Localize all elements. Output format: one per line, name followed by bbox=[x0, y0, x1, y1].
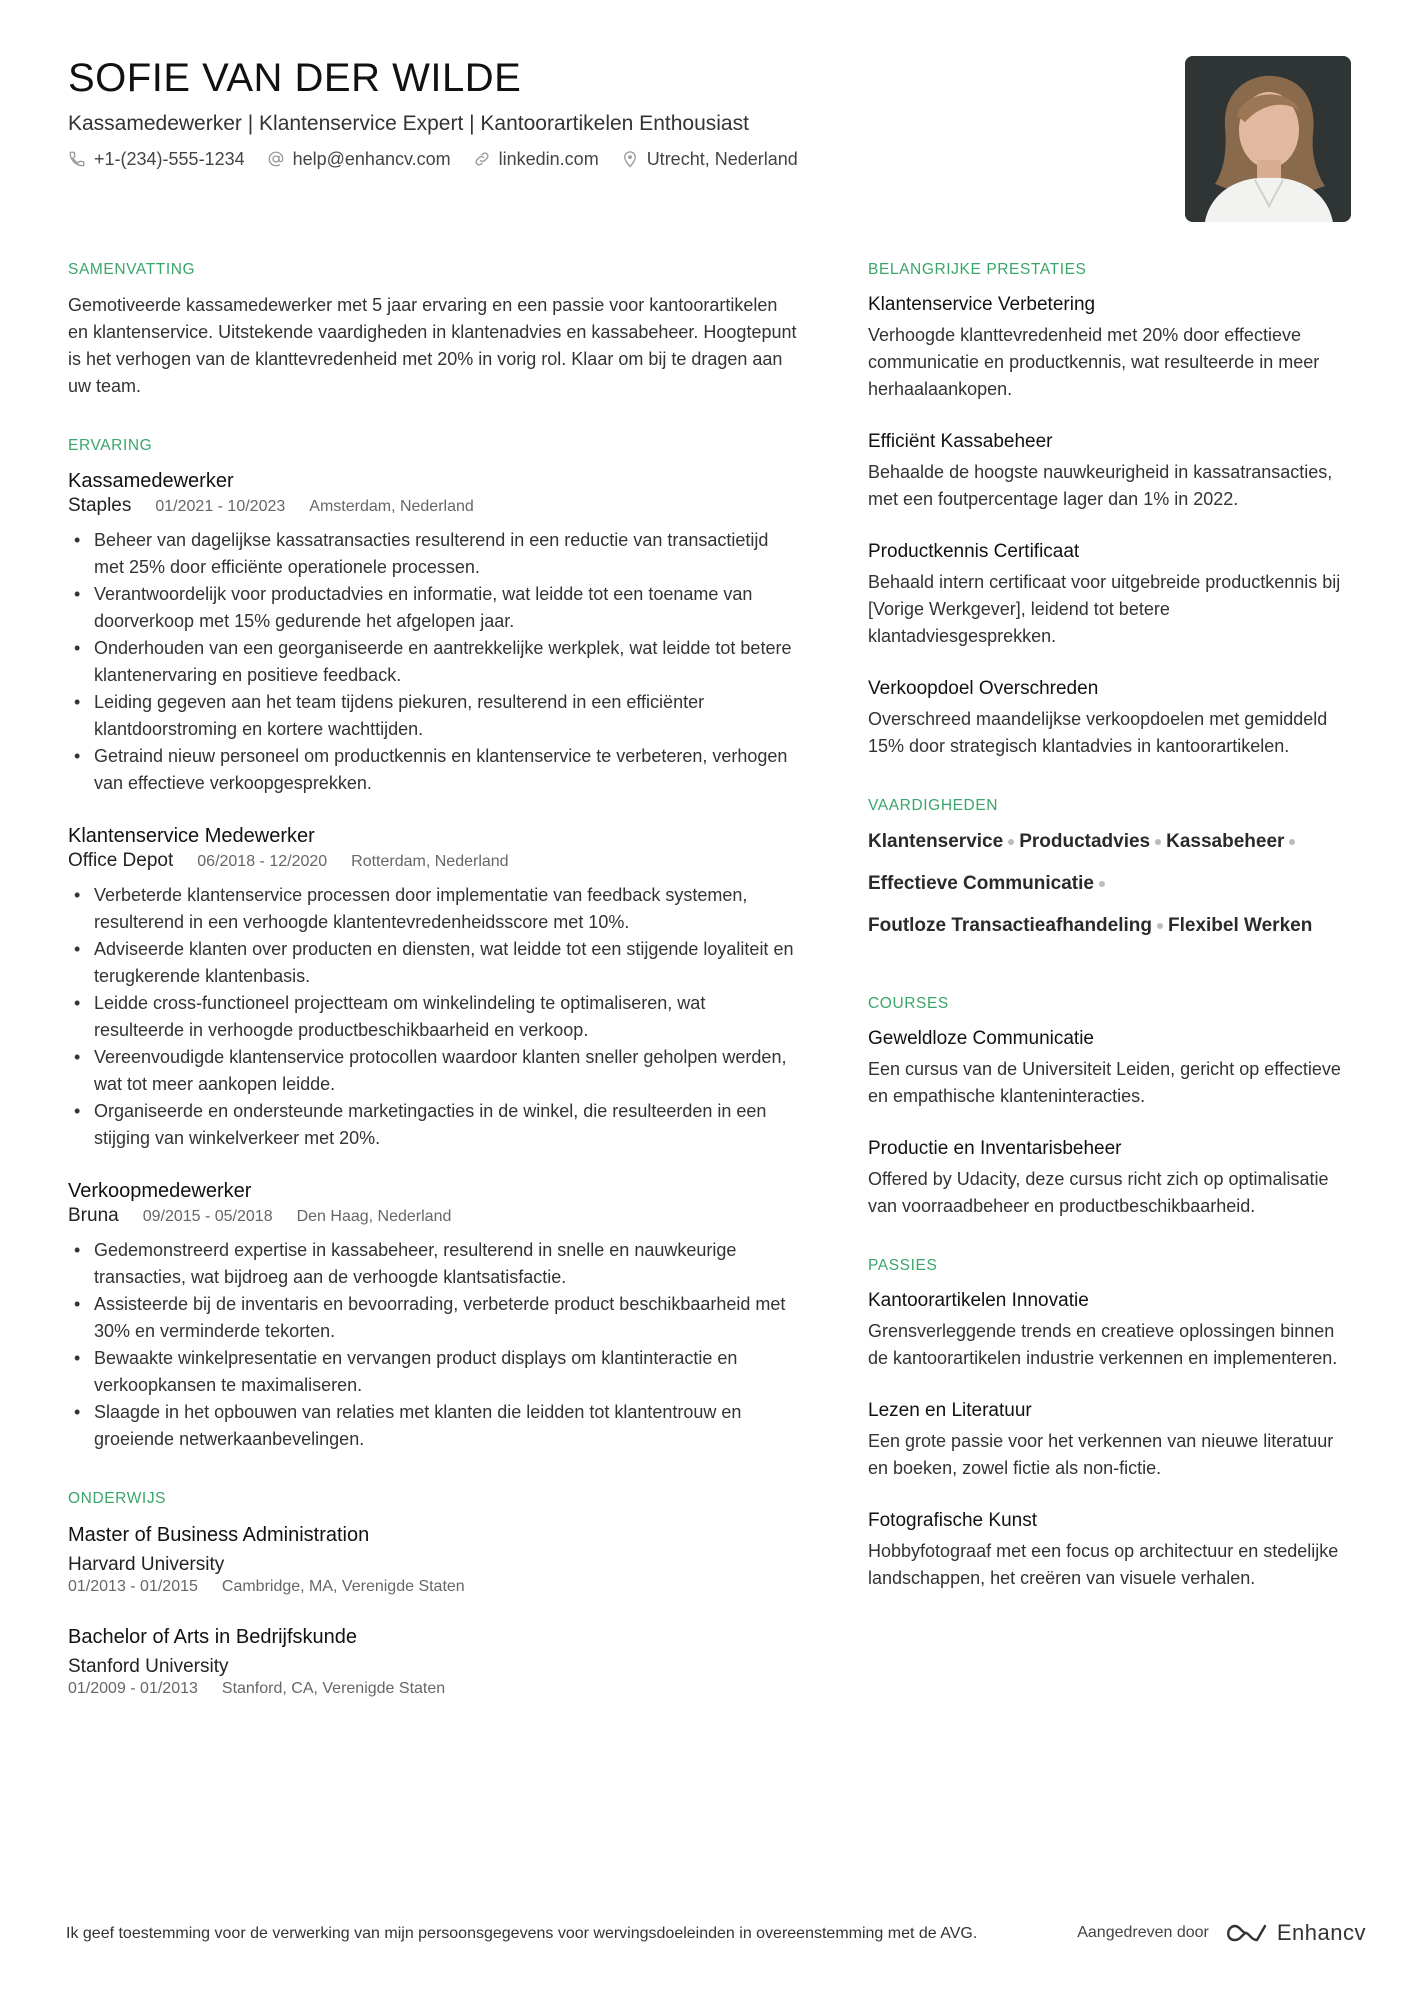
skills-list bbox=[868, 828, 1348, 940]
passion-item bbox=[868, 1398, 1358, 1482]
at-icon bbox=[267, 150, 285, 168]
passion-desc: Een grote passie voor het verkennen van nieuwe literatuur en boeken, zowel fictie als non-fictie. bbox=[868, 1431, 1334, 1478]
section-title: ONDERWIJS bbox=[68, 1490, 167, 1507]
job-meta bbox=[68, 494, 798, 519]
courses-section bbox=[868, 994, 1358, 1220]
job-company: Office Depot bbox=[68, 850, 174, 871]
candidate-name: SOFIE VAN DER WILDE bbox=[68, 56, 522, 100]
link-icon bbox=[473, 150, 491, 168]
summary-text: Gemotiveerde kassamedewerker met 5 jaar ervaring en een passie voor kantoorartikelen en klantenservice. Uitstekende vaardigheden in klantenadvies en kassabeheer. Hoogtepunt is het verhogen van de klanttevredenheid met 20% in vorig rol. Klaar om bij te dragen aan uw team. bbox=[68, 295, 797, 396]
passion-desc: Grensverleggende trends en creatieve oplossingen binnen de kantoorartikelen industrie verkennen en implementeren. bbox=[868, 1321, 1338, 1368]
candidate-tagline: Kassamedewerker | Klantenservice Expert | Kantoorartikelen Enthousiast bbox=[68, 112, 749, 135]
achievement-item bbox=[868, 539, 1358, 650]
edu-degree: Bachelor of Arts in Bedrijfskunde bbox=[68, 1626, 358, 1648]
job-title: Verkoopmedewerker bbox=[68, 1180, 252, 1202]
course-title: Geweldloze Communicatie bbox=[868, 1028, 1094, 1049]
job-company: Bruna bbox=[68, 1205, 119, 1226]
job-bullet: • Assisteerde bij de inventaris en bevoorrading, verbeterde product beschikbaarheid met 30% en verminderde tekorten. bbox=[68, 1291, 798, 1345]
section-title: ERVARING bbox=[68, 437, 153, 454]
section-title: BELANGRIJKE PRESTATIES bbox=[868, 261, 1087, 278]
job-date: 06/2018 - 12/2020 bbox=[197, 853, 328, 870]
skill-label: Productadvies bbox=[1019, 831, 1151, 852]
enhancv-logo-icon bbox=[1223, 1921, 1269, 1945]
email-text[interactable]: help@enhancv.com bbox=[292, 149, 451, 169]
skills-section bbox=[868, 796, 1358, 940]
passion-item bbox=[868, 1288, 1358, 1372]
profile-photo bbox=[1185, 56, 1351, 222]
skill-label: Kassabeheer bbox=[1166, 831, 1285, 852]
job-bullet: • Gedemonstreerd expertise in kassabeheer, resulterend in snelle en nauwkeurige transacties, wat bijdroeg aan de verhoogde klantsatisfactie. bbox=[68, 1237, 798, 1291]
summary-section bbox=[68, 260, 798, 400]
achievement-desc: Verhoogde klanttevredenheid met 20% door effectieve communicatie en productkennis, wat resulteerde in meer herhaalaankopen. bbox=[868, 325, 1320, 399]
education-entry bbox=[68, 1623, 798, 1699]
job-bullet: • Beheer van dagelijkse kassatransacties resulterend in een reductie van transactietijd met 25% door efficiënte operationele processen. bbox=[68, 527, 798, 581]
contact-row bbox=[68, 146, 1168, 172]
course-desc: Een cursus van de Universiteit Leiden, gericht op effectieve en empathische klanteninteracties. bbox=[868, 1059, 1341, 1106]
separator-dot bbox=[1289, 839, 1295, 845]
powered-by[interactable] bbox=[1077, 1920, 1366, 1946]
separator-dot bbox=[1155, 839, 1161, 845]
job-bullet: • Onderhouden van een georganiseerde en aantrekkelijke werkplek, wat leidde tot betere klantenervaring en positieve feedback. bbox=[68, 635, 798, 689]
contact-linkedin[interactable] bbox=[473, 146, 599, 172]
passion-title: Fotografische Kunst bbox=[868, 1510, 1037, 1531]
skill-tag bbox=[1019, 828, 1166, 856]
location-pin-icon bbox=[621, 150, 639, 168]
phone-text: +1-(234)-555-1234 bbox=[94, 149, 245, 169]
course-item bbox=[868, 1026, 1358, 1110]
right-column bbox=[868, 260, 1358, 1628]
achievement-desc: Behaalde de hoogste nauwkeurigheid in kassatransacties, met een foutpercentage lager dan 1% in 2022. bbox=[868, 462, 1333, 509]
contact-location bbox=[621, 146, 798, 172]
job-title: Klantenservice Medewerker bbox=[68, 825, 315, 847]
separator-dot bbox=[1099, 881, 1105, 887]
job-company: Staples bbox=[68, 495, 132, 516]
phone-icon bbox=[68, 150, 86, 168]
job-bullet: • Getraind nieuw personeel om productkennis en klantenservice te verbeteren, verhogen van effectieve verkoopgesprekken. bbox=[68, 743, 798, 797]
skill-label: Effectieve Communicatie bbox=[868, 873, 1094, 894]
education-entry bbox=[68, 1521, 798, 1597]
job-date: 01/2021 - 10/2023 bbox=[155, 498, 286, 515]
skill-tag bbox=[868, 828, 1019, 856]
powered-by-label: Aangedreven door bbox=[1077, 1924, 1209, 1941]
edu-school: Harvard University bbox=[68, 1554, 225, 1575]
separator-dot bbox=[1008, 839, 1014, 845]
achievements-section bbox=[868, 260, 1358, 760]
edu-meta bbox=[68, 1577, 798, 1597]
job-bullets bbox=[68, 527, 798, 797]
job-entry bbox=[68, 468, 798, 797]
achievement-title: Klantenservice Verbetering bbox=[868, 294, 1096, 315]
job-bullet: • Organiseerde en ondersteunde marketingacties in de winkel, die resulteerden in een stijging van winkelverkeer met 20%. bbox=[68, 1098, 798, 1152]
course-desc: Offered by Udacity, deze cursus richt zich op optimalisatie van voorraadbeheer en productbeschikbaarheid. bbox=[868, 1169, 1329, 1216]
page-footer bbox=[66, 1920, 1366, 1946]
job-bullets bbox=[68, 882, 798, 1152]
passion-item bbox=[868, 1508, 1358, 1592]
job-bullet: • Verbeterde klantenservice processen door implementatie van feedback systemen, resulterend in een verhoogde klantentevredenheidsscore met 10%. bbox=[68, 882, 798, 936]
achievement-item bbox=[868, 676, 1358, 760]
skill-label: Foutloze Transactieafhandeling bbox=[868, 915, 1152, 936]
edu-date: 01/2013 - 01/2015 bbox=[68, 1578, 198, 1595]
experience-section bbox=[68, 436, 798, 1453]
edu-date: 01/2009 - 01/2013 bbox=[68, 1680, 198, 1697]
job-bullet: • Adviseerde klanten over producten en diensten, wat leidde tot een stijgende loyaliteit en terugkerende klantenbasis. bbox=[68, 936, 798, 990]
achievement-title: Productkennis Certificaat bbox=[868, 541, 1080, 562]
passion-desc: Hobbyfotograaf met een focus op architectuur en stedelijke landschappen, het creëren van visuele verhalen. bbox=[868, 1541, 1339, 1588]
job-bullet: • Leidde cross-functioneel projectteam om winkelindeling te optimaliseren, wat resulteerde in verhoogde productbeschikbaarheid en verkoop. bbox=[68, 990, 798, 1044]
edu-school: Stanford University bbox=[68, 1656, 229, 1677]
location-text: Utrecht, Nederland bbox=[646, 149, 798, 169]
job-bullet: • Bewaakte winkelpresentatie en vervangen product displays om klantinteractie en verkoopkansen te maximaliseren. bbox=[68, 1345, 798, 1399]
passion-title: Kantoorartikelen Innovatie bbox=[868, 1290, 1089, 1311]
resume-header bbox=[68, 54, 1168, 172]
job-bullet: • Vereenvoudigde klantenservice protocollen waardoor klanten sneller geholpen werden, wat tot meer aankopen leidde. bbox=[68, 1044, 798, 1098]
separator-dot bbox=[1157, 923, 1163, 929]
section-title: SAMENVATTING bbox=[68, 261, 196, 278]
skill-tag bbox=[1168, 912, 1312, 940]
education-section bbox=[68, 1489, 798, 1699]
skill-label: Klantenservice bbox=[868, 831, 1004, 852]
brand-logo[interactable] bbox=[1223, 1920, 1366, 1946]
achievement-desc: Overschreed maandelijkse verkoopdoelen met gemiddeld 15% door strategisch klantadvies in kantoorartikelen. bbox=[868, 709, 1328, 756]
passions-section bbox=[868, 1256, 1358, 1592]
gdpr-consent-text: Ik geef toestemming voor de verwerking van mijn persoonsgegevens voor wervingsdoeleinden in overeenstemming met de AVG. bbox=[66, 1924, 978, 1942]
edu-location: Stanford, CA, Verenigde Staten bbox=[221, 1680, 446, 1697]
contact-email[interactable] bbox=[267, 146, 451, 172]
job-entry bbox=[68, 1178, 798, 1453]
linkedin-text[interactable]: linkedin.com bbox=[498, 149, 599, 169]
job-location: Rotterdam, Nederland bbox=[351, 853, 509, 870]
achievement-desc: Behaald intern certificaat voor uitgebreide productkennis bij [Vorige Werkgever], leidend tot betere klantadviesgesprekken. bbox=[868, 572, 1341, 646]
skill-label: Flexibel Werken bbox=[1168, 915, 1313, 936]
skill-tag bbox=[868, 870, 1348, 898]
job-meta bbox=[68, 1204, 798, 1229]
brand-name: Enhancv bbox=[1276, 1920, 1366, 1945]
job-date: 09/2015 - 05/2018 bbox=[142, 1208, 273, 1225]
job-location: Amsterdam, Nederland bbox=[309, 498, 474, 515]
skill-tag bbox=[868, 912, 1168, 940]
job-bullet: • Leiding gegeven aan het team tijdens piekuren, resulterend in een efficiënter klantdoorstroming en kortere wachttijden. bbox=[68, 689, 798, 743]
section-title: PASSIES bbox=[868, 1257, 938, 1274]
course-title: Productie en Inventarisbeheer bbox=[868, 1138, 1122, 1159]
edu-meta bbox=[68, 1679, 798, 1699]
skill-tag bbox=[1166, 828, 1300, 856]
passion-title: Lezen en Literatuur bbox=[868, 1400, 1032, 1421]
course-item bbox=[868, 1136, 1358, 1220]
job-bullet: • Slaagde in het opbouwen van relaties met klanten die leidden tot klantentrouw en groeiende netwerkaanbevelingen. bbox=[68, 1399, 798, 1453]
achievement-title: Efficiënt Kassabeheer bbox=[868, 431, 1053, 452]
contact-phone bbox=[68, 146, 245, 172]
edu-degree: Master of Business Administration bbox=[68, 1524, 370, 1546]
job-entry bbox=[68, 823, 798, 1152]
job-title: Kassamedewerker bbox=[68, 470, 234, 492]
achievement-item bbox=[868, 429, 1358, 513]
achievement-item bbox=[868, 292, 1358, 403]
job-bullet: • Verantwoordelijk voor productadvies en informatie, wat leidde tot een toename van doorverkoop met 15% gedurende het afgelopen jaar. bbox=[68, 581, 798, 635]
achievement-title: Verkoopdoel Overschreden bbox=[868, 678, 1099, 699]
edu-location: Cambridge, MA, Verenigde Staten bbox=[221, 1578, 465, 1595]
job-bullets bbox=[68, 1237, 798, 1453]
left-column bbox=[68, 260, 798, 1735]
section-title: VAARDIGHEDEN bbox=[868, 797, 999, 814]
job-meta bbox=[68, 849, 798, 874]
job-location: Den Haag, Nederland bbox=[296, 1208, 452, 1225]
section-title: COURSES bbox=[868, 995, 949, 1012]
